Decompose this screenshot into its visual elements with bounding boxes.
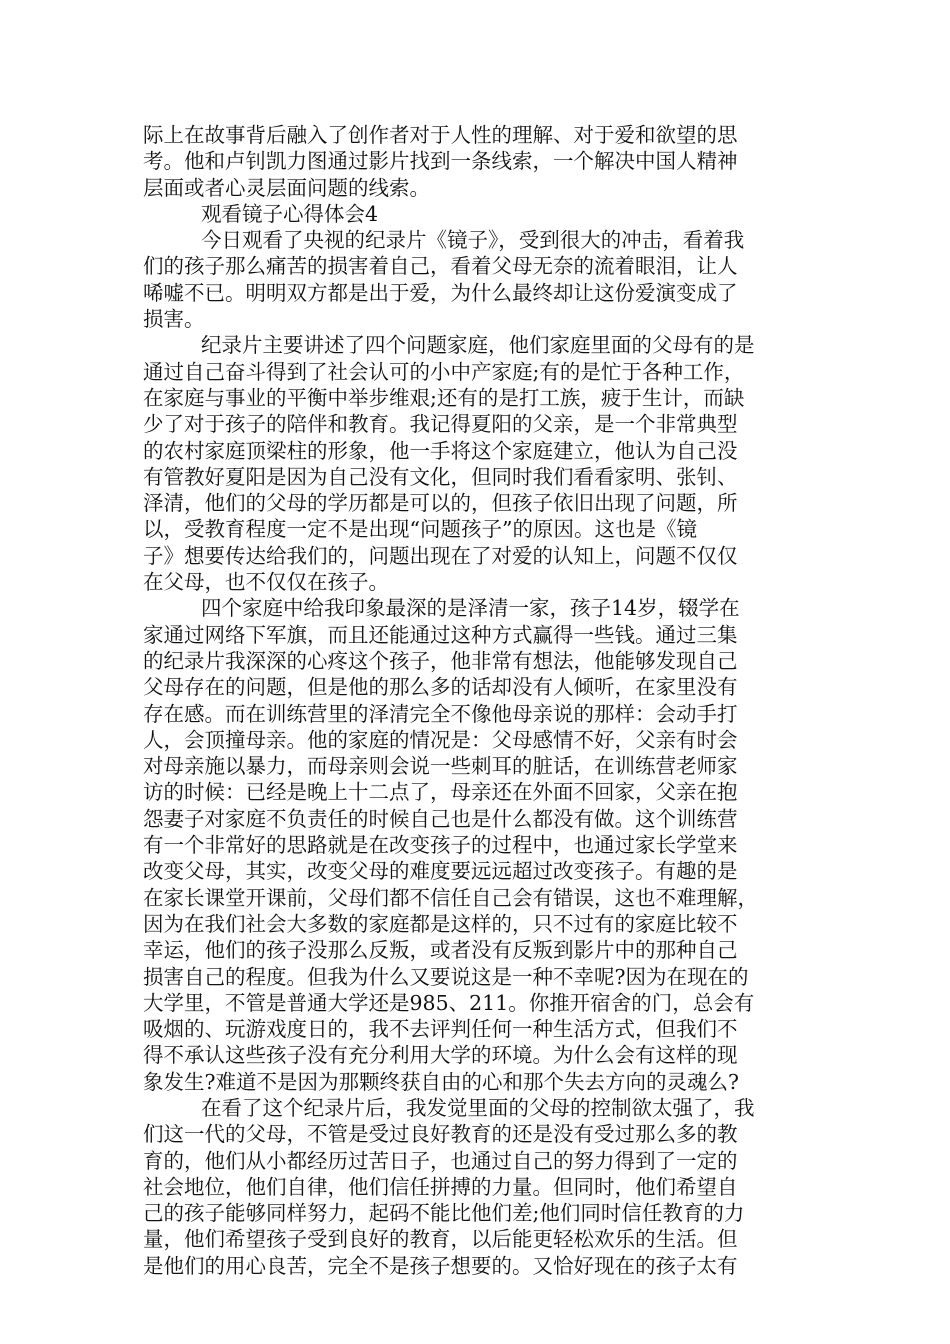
text-line: 人，会顶撞母亲。他的家庭的情况是：父母感情不好，父亲有时会 xyxy=(143,727,738,752)
text-line: 有管教好夏阳是因为自己没有文化，但同时我们看看家明、张钊、 xyxy=(143,464,738,489)
text-line: 量，他们希望孩子受到良好的教育，以后能更轻松欢乐的生活。但 xyxy=(143,1227,738,1252)
text-line: 父母存在的问题，但是他的那么多的话却没有人倾听，在家里没有 xyxy=(143,675,738,700)
text-line: 层面或者心灵层面问题的线索。 xyxy=(143,175,430,200)
text-line: 在家庭与事业的平衡中举步维艰;还有的是打工族，疲于生计，而缺 xyxy=(143,385,745,410)
text-line: 纪录片主要讲述了四个问题家庭，他们家庭里面的父母有的是 xyxy=(201,333,755,358)
text-line: 在家长课堂开课前，父母们都不信任自己会有错误，这也不难理解， xyxy=(143,885,758,910)
body-paragraph xyxy=(143,595,815,1095)
body-paragraph xyxy=(143,332,815,595)
text-line: 家通过网络下军旗，而且还能通过这种方式赢得一些钱。通过三集 xyxy=(143,622,738,647)
text-line: 损害自己的程度。但我为什么又要说这是一种不幸呢?因为在现在的 xyxy=(143,964,749,989)
text-line: 访的时候：已经是晚上十二点了，母亲还在外面不回家，父亲在抱 xyxy=(143,780,738,805)
text-line: 的农村家庭顶梁柱的形象，他一手将这个家庭建立，他认为自己没 xyxy=(143,438,738,463)
text-line: 际上在故事背后融入了创作者对于人性的理解、对于爱和欲望的思 xyxy=(143,123,738,147)
text-line: 在父母，也不仅仅在孩子。 xyxy=(143,570,389,595)
text-line: 今日观看了央视的纪录片《镜子》，受到很大的冲击，看着我 xyxy=(201,228,745,253)
text-line: 改变父母，其实，改变父母的难度要远远超过改变孩子。有趣的是 xyxy=(143,859,738,884)
section-heading xyxy=(143,201,815,227)
text-line: 有一个非常好的思路就是在改变孩子的过程中，也通过家长学堂来 xyxy=(143,833,738,858)
text-line: 损害。 xyxy=(143,307,205,332)
text-line: 唏嘘不已。明明双方都是出于爱，为什么最终却让这份爱演变成了 xyxy=(143,280,738,305)
text-line: 们的孩子那么痛苦的损害着自己，看着父母无奈的流着眼泪，让人 xyxy=(143,254,738,279)
text-line: 少了对于孩子的陪伴和教育。我记得夏阳的父亲，是一个非常典型 xyxy=(143,412,738,437)
text-line: 泽清，他们的父母的学历都是可以的，但孩子依旧出现了问题，所 xyxy=(143,491,738,516)
body-paragraph xyxy=(143,1095,815,1279)
text-line: 象发生?难道不是因为那颗终获自由的心和那个失去方向的灵魂么? xyxy=(143,1069,739,1094)
text-line: 考。他和卢钊凯力图通过影片找到一条线索，一个解决中国人精神 xyxy=(143,149,738,174)
text-line: 观看镜子心得体会4 xyxy=(201,201,379,226)
text-line: 吸烟的、玩游戏度日的，我不去评判任何一种生活方式，但我们不 xyxy=(143,1017,738,1042)
text-line: 得不承认这些孩子没有充分利用大学的环境。为什么会有这样的现 xyxy=(143,1043,738,1068)
text-line: 是他们的用心良苦，完全不是孩子想要的。又恰好现在的孩子太有 xyxy=(143,1253,738,1278)
text-line: 己的孩子能够同样努力，起码不能比他们差;他们同时信任教育的力 xyxy=(143,1201,745,1226)
body-paragraph xyxy=(143,122,815,201)
text-line: 幸运，他们的孩子没那么反叛，或者没有反叛到影片中的那种自己 xyxy=(143,938,738,963)
text-line: 通过自己奋斗得到了社会认可的小中产家庭;有的是忙于各种工作， xyxy=(143,359,745,384)
text-line: 大学里，不管是普通大学还是985、211。你推开宿舍的门，总会有 xyxy=(143,990,755,1015)
text-line: 的纪录片我深深的心疼这个孩子，他非常有想法，他能够发现自己 xyxy=(143,648,738,673)
text-line: 子》想要传达给我们的，问题出现在了对爱的认知上，问题不仅仅 xyxy=(143,543,738,568)
text-line: 在看了这个纪录片后，我发觉里面的父母的控制欲太强了，我 xyxy=(201,1095,755,1120)
text-line: 怨妻子对家庭不负责任的时候自己也是什么都没有做。这个训练营 xyxy=(143,806,738,831)
text-line: 们这一代的父母，不管是受过良好教育的还是没有受过那么多的教 xyxy=(143,1122,738,1147)
text-line: 存在感。而在训练营里的泽清完全不像他母亲说的那样：会动手打 xyxy=(143,701,738,726)
text-line: 以，受教育程度一定不是出现“问题孩子”的原因。这也是《镜 xyxy=(143,517,697,542)
body-paragraph xyxy=(143,227,815,332)
text-line: 社会地位，他们自律，他们信任拼搏的力量。但同时，他们希望自 xyxy=(143,1174,738,1199)
document-page xyxy=(143,122,815,1279)
text-line: 四个家庭中给我印象最深的是泽清一家，孩子14岁，辍学在 xyxy=(201,596,740,621)
text-line: 对母亲施以暴力，而母亲则会说一些刺耳的脏话，在训练营老师家 xyxy=(143,754,738,779)
text-line: 育的，他们从小都经历过苦日子，也通过自己的努力得到了一定的 xyxy=(143,1148,738,1173)
text-line: 因为在我们社会大多数的家庭都是这样的，只不过有的家庭比较不 xyxy=(143,911,738,936)
